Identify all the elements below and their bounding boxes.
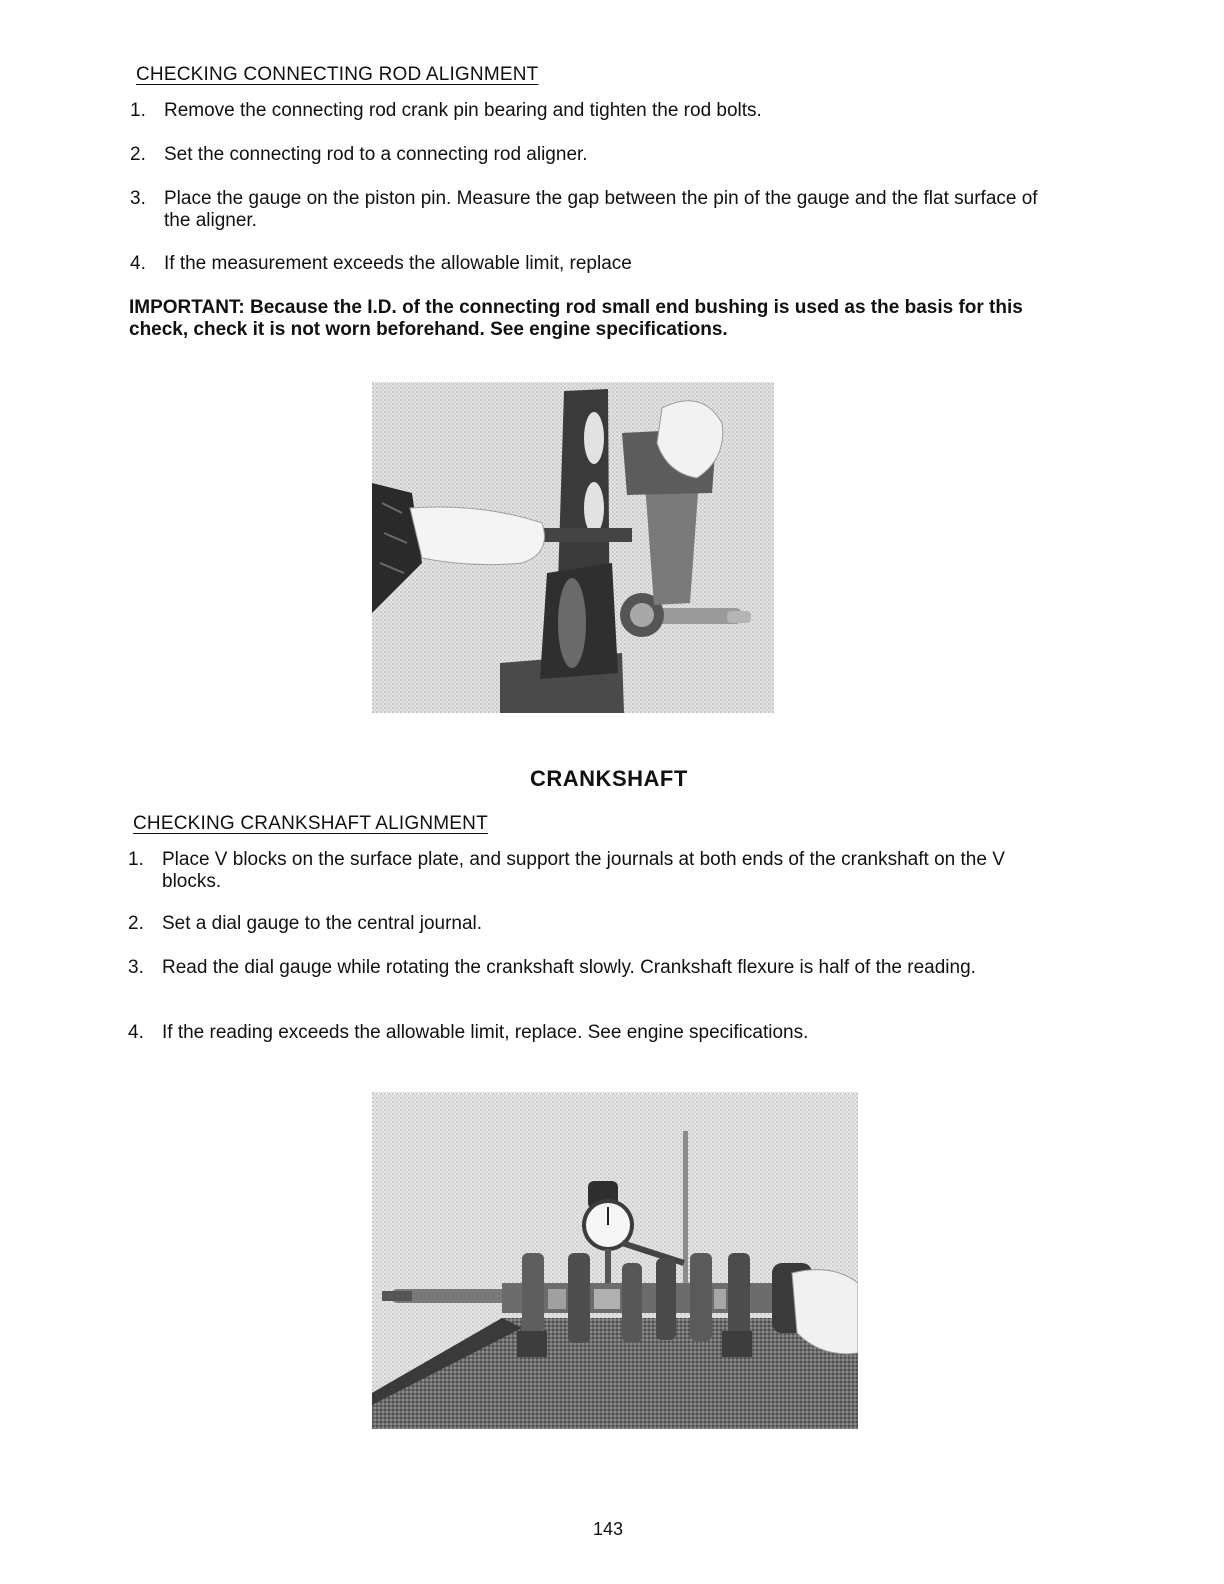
step-text: Set a dial gauge to the central journal. <box>162 913 483 934</box>
step-text: Set the connecting rod to a connecting rod aligner. <box>164 144 588 165</box>
crankshaft-alignment-heading: CHECKING CRANKSHAFT ALIGNMENT <box>133 813 488 834</box>
step-number: 2. <box>128 913 144 934</box>
step-number: 3. <box>130 188 146 209</box>
step-text: If the measurement exceeds the allowable limit, replace <box>164 253 632 274</box>
step-number: 2. <box>130 144 146 165</box>
connecting-rod-alignment-heading: CHECKING CONNECTING ROD ALIGNMENT <box>136 64 539 85</box>
step-number: 1. <box>130 100 146 121</box>
step-number: 4. <box>128 1022 144 1043</box>
important-note: IMPORTANT: Because the I.D. of the connecting rod small end bushing is used as the basis for this check, check it is not worn beforehand. See engine specifications. <box>129 297 1023 340</box>
crankshaft-dial-gauge-photo <box>372 1092 858 1429</box>
page-number: 143 <box>593 1519 624 1539</box>
step-text: Place the gauge on the piston pin. Measure the gap between the pin of the gauge and the flat surface of the aligner. <box>164 188 1038 231</box>
step-number: 1. <box>128 849 144 870</box>
step-text: Read the dial gauge while rotating the crankshaft slowly. Crankshaft flexure is half of the reading. <box>162 957 976 978</box>
connecting-rod-aligner-photo <box>372 382 774 713</box>
step-number: 3. <box>128 957 144 978</box>
crankshaft-section-title: CRANKSHAFT <box>530 766 688 791</box>
step-number: 4. <box>130 253 146 274</box>
step-text: Remove the connecting rod crank pin bearing and tighten the rod bolts. <box>164 100 762 121</box>
step-text: If the reading exceeds the allowable limit, replace. See engine specifications. <box>162 1022 809 1043</box>
step-text: Place V blocks on the surface plate, and support the journals at both ends of the crankshaft on the V blocks. <box>162 849 1005 892</box>
